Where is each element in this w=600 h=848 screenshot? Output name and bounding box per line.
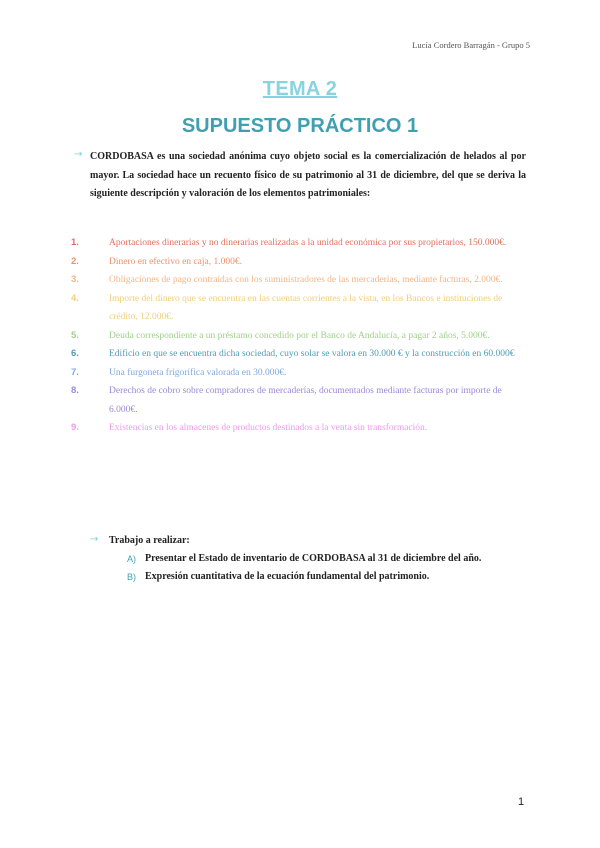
task-letter: A) — [127, 554, 136, 564]
list-item — [71, 253, 530, 272]
task-text: Expresión cuantitativa de la ecuación fundamental del patrimonio. — [145, 571, 430, 582]
arrow-bullet-icon: → — [90, 534, 99, 545]
work-title: Trabajo a realizar: — [109, 535, 190, 546]
item-number: 4. — [71, 292, 79, 304]
work-section — [90, 532, 549, 586]
item-text: Derechos de cobro sobre compradores de mercaderías, documentados mediante facturas por importe de 6.000€. — [109, 386, 502, 415]
task-letter: B) — [127, 572, 136, 582]
item-number: 8. — [71, 385, 79, 396]
task-item — [109, 550, 549, 568]
page-header: Lucía Cordero Barragán - Grupo 5 — [412, 40, 530, 50]
intro-text: CORDOBASA es una sociedad anónima cuyo objeto social es la comercialización de helados al por mayor. La sociedad hace un recuento físico de su patrimonio al 31 de diciembre, del que se deriva la siguiente descripción y valoración de los elementos patrimoniales: — [90, 151, 526, 199]
item-text: Importe del dinero que se encuentra en las cuentas corrientes a la vista, en los Bancos e instituciones de crédito, 12.000€. — [109, 293, 503, 322]
item-text: Dinero en efectivo en caja, 1.000€. — [109, 256, 242, 267]
task-text: Presentar el Estado de inventario de CORDOBASA al 31 de diciembre del año. — [145, 553, 482, 564]
list-item — [71, 345, 530, 364]
item-text: Existencias en los almacenes de productos destinados a la venta sin transformación. — [109, 423, 428, 433]
patrimonial-elements-list — [71, 234, 530, 438]
item-number: 3. — [71, 274, 79, 285]
item-number: 7. — [71, 366, 79, 378]
list-item — [71, 290, 530, 327]
list-item — [71, 419, 530, 438]
item-number: 5. — [71, 329, 79, 341]
list-item — [71, 327, 530, 346]
list-item — [71, 364, 530, 383]
item-text: Edificio en que se encuentra dicha sociedad, cuyo solar se valora en 30.000 € y la construcción en 60.000€ — [109, 349, 515, 359]
item-text: Una furgoneta frigorífica valorada en 30.000€. — [109, 367, 287, 378]
page-number: 1 — [518, 796, 525, 808]
intro-paragraph — [74, 148, 526, 204]
list-item — [71, 382, 530, 419]
item-number: 6. — [71, 348, 79, 359]
exercise-title: SUPUESTO PRÁCTICO 1 — [181, 115, 419, 137]
list-item — [71, 234, 530, 253]
topic-title: TEMA 2 — [262, 78, 338, 100]
arrow-bullet-icon: → — [74, 149, 83, 160]
item-text: Deuda correspondiente a un préstamo concedido por el Banco de Andalucía, a pagar 2 años, 5.000€. — [109, 330, 490, 341]
list-item — [71, 271, 530, 290]
item-number: 2. — [71, 255, 79, 267]
item-text: Obligaciones de pago contraídas con los suministradores de las mercaderías, mediante facturas, 2.000€. — [109, 275, 503, 285]
item-number: 1. — [71, 237, 79, 248]
item-number: 9. — [71, 422, 79, 433]
task-item — [109, 568, 549, 586]
item-text: Aportaciones dinerarias y no dinerarias realizadas a la unidad económica por sus propietarios, 150.000€. — [109, 238, 507, 248]
